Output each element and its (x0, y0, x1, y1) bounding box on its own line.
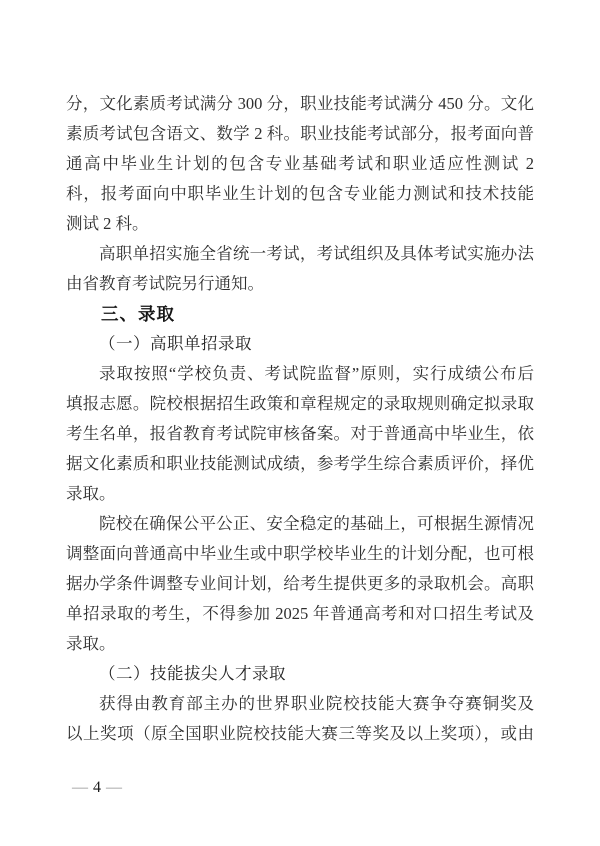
subsection-heading-danzhao-admission: （一）高职单招录取 (99, 334, 252, 353)
text-line: 考生名单，报省教育考试院审核备案。对于普通高中毕业生，依 (66, 424, 534, 443)
page-number: 4 (93, 779, 101, 796)
text-line: 素质考试包含语文、数学 2 科。职业技能考试部分，报考面向普 (66, 124, 534, 143)
text-line: 据办学条件调整专业间计划，给考生提供更多的录取机会。高职 (66, 574, 534, 593)
text-line: 高职单招实施全省统一考试，考试组织及具体考试实施办法 (99, 244, 534, 263)
text-line: 填报志愿。院校根据招生政策和章程规定的录取规则确定拟录取 (66, 394, 534, 413)
text-line: 获得由教育部主办的世界职业院校技能大赛争夺赛铜奖及 (99, 694, 534, 713)
text-line: 通高中毕业生计划的包含专业基础考试和职业适应性测试 2 (66, 154, 534, 173)
text-line: 测试 2 科。 (66, 214, 149, 233)
text-line: 由省教育考试院另行通知。 (66, 274, 264, 293)
text-line: 院校在确保公平公正、安全稳定的基础上，可根据生源情况 (99, 514, 534, 533)
text-line: 以上奖项（原全国职业院校技能大赛三等奖及以上奖项），或由 (66, 724, 534, 743)
footer-left-dash: — (72, 779, 88, 796)
text-line: 录取按照“学校负责、考试院监督”原则，实行成绩公布后 (99, 364, 534, 383)
section-heading-admission: 三、录取 (101, 304, 175, 324)
text-line: 科，报考面向中职毕业生计划的包含专业能力测试和技术技能 (66, 184, 534, 203)
text-line: 录取。 (66, 634, 116, 653)
text-line: 录取。 (66, 484, 116, 503)
document-body (66, 89, 534, 749)
text-line: 据文化素质和职业技能测试成绩，参考学生综合素质评价，择优 (66, 454, 534, 473)
text-line: 分，文化素质考试满分 300 分，职业技能考试满分 450 分。文化 (66, 94, 534, 113)
text-line: 调整面向普通高中毕业生或中职学校毕业生的计划分配，也可根 (66, 544, 534, 563)
text-line: 单招录取的考生，不得参加 2025 年普通高考和对口招生考试及 (66, 604, 534, 623)
subsection-heading-skill-talent-admission: （二）技能拔尖人才录取 (99, 664, 286, 683)
footer-right-dash: — (106, 779, 122, 796)
page-number-footer (72, 779, 122, 797)
